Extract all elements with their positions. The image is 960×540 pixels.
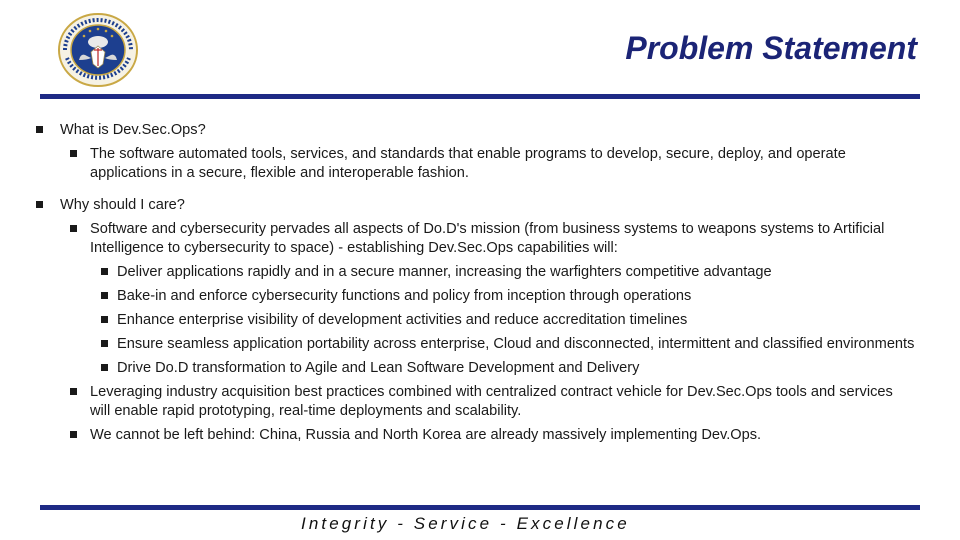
q1-heading: What is Dev.Sec.Ops?	[60, 122, 206, 138]
list-item-capability	[36, 287, 916, 306]
slide-content	[36, 120, 916, 445]
footer-motto: Integrity - Service - Excellence	[301, 514, 630, 533]
page-title: Problem Statement	[625, 30, 917, 66]
footer-divider	[40, 505, 920, 510]
list-item-q2-intro	[36, 220, 916, 258]
list-item-capability	[36, 263, 916, 282]
square-bullet-icon	[101, 268, 108, 275]
capability-text: Ensure seamless application portability across enterprise, Cloud and disconnected, intermittent and classified environments	[117, 336, 915, 352]
list-item-capability	[36, 311, 916, 330]
q1-answer: The software automated tools, services, and standards that enable programs to develop, secure, deploy, and operate applications in a secure, flexible and interoperable fashion.	[90, 146, 846, 181]
square-bullet-icon	[70, 150, 77, 157]
q2-heading: Why should I care?	[60, 197, 185, 213]
square-bullet-icon	[101, 316, 108, 323]
square-bullet-icon	[36, 126, 43, 133]
square-bullet-icon	[101, 364, 108, 371]
square-bullet-icon	[70, 225, 77, 232]
list-item-q2-point2	[36, 383, 916, 421]
q2-intro: Software and cybersecurity pervades all aspects of Do.D's mission (from business systems to weapons systems to Artificial Intelligence to cybersecurity to space) - establishing Dev.Sec.Ops capabilities will:	[90, 221, 885, 256]
square-bullet-icon	[101, 340, 108, 347]
header-divider	[40, 94, 920, 99]
list-item-capability	[36, 335, 916, 354]
list-item-q1-answer	[36, 145, 916, 183]
square-bullet-icon	[70, 431, 77, 438]
list-item-q2-point3	[36, 426, 916, 445]
square-bullet-icon	[36, 201, 43, 208]
department-seal-logo	[57, 12, 139, 88]
square-bullet-icon	[70, 388, 77, 395]
capability-text: Enhance enterprise visibility of development activities and reduce accreditation timelines	[117, 312, 688, 328]
square-bullet-icon	[101, 292, 108, 299]
capability-text: Deliver applications rapidly and in a secure manner, increasing the warfighters competitive advantage	[117, 264, 772, 280]
capability-text: Drive Do.D transformation to Agile and Lean Software Development and Delivery	[117, 360, 640, 376]
list-item-q2-heading	[36, 196, 916, 215]
list-item-q1-heading	[36, 121, 916, 140]
list-item-capability	[36, 359, 916, 378]
capability-text: Bake-in and enforce cybersecurity functions and policy from inception through operations	[117, 288, 692, 304]
q2-point3: We cannot be left behind: China, Russia and North Korea are already massively implementing Dev.Ops.	[90, 427, 762, 443]
q2-point2: Leveraging industry acquisition best practices combined with centralized contract vehicle for Dev.Sec.Ops tools and services will enable rapid prototyping, real-time deployments and scalability.	[90, 384, 893, 419]
